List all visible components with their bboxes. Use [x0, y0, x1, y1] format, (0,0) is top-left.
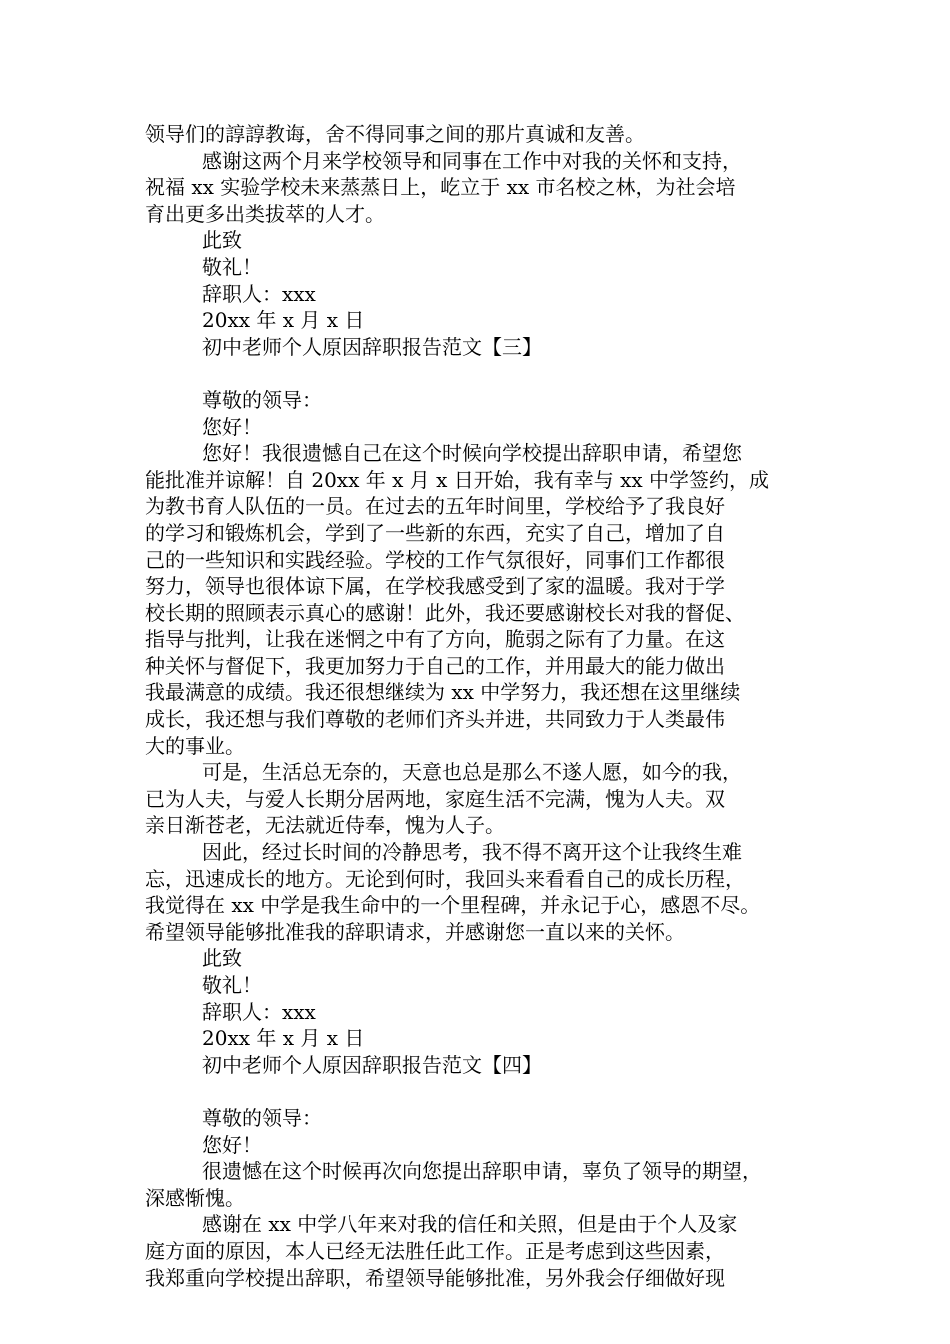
- paragraph: [145, 1211, 815, 1291]
- text-line: 此致: [202, 946, 242, 971]
- text-line: 您好！: [202, 1132, 262, 1157]
- text-line: 您好！我很遗憾自己在这个时候向学校提出辞职申请，希望您: [202, 441, 742, 466]
- paragraph: [145, 387, 815, 414]
- paragraph: [145, 839, 815, 945]
- text-line: 忘，迅速成长的地方。无论到何时，我回头来看看自己的成长历程，: [145, 866, 745, 891]
- text-line: 初中老师个人原因辞职报告范文【四】: [202, 1052, 542, 1077]
- text-line: 我最满意的成绩。我还很想继续为 xx 中学努力，我还想在这里继续: [145, 680, 741, 705]
- paragraph: [145, 307, 815, 334]
- paragraph: [145, 999, 815, 1026]
- text-line: 努力，领导也很体谅下属，在学校我感受到了家的温暖。我对于学: [145, 574, 725, 599]
- text-line: 此致: [202, 228, 242, 253]
- paragraph: [145, 945, 815, 972]
- text-line: 我郑重向学校提出辞职，希望领导能够批准，另外我会仔细做好现: [145, 1265, 725, 1290]
- text-line: 20xx 年 x 月 x 日: [202, 308, 365, 333]
- paragraph: [145, 440, 815, 759]
- paragraph: [145, 759, 815, 839]
- blank-line: [145, 1078, 815, 1105]
- text-line: 指导与批判，让我在迷惘之中有了方向，脆弱之际有了力量。在这: [145, 627, 725, 652]
- text-line: 敬礼！: [202, 973, 262, 997]
- text-line: 您好！: [202, 414, 262, 439]
- paragraph: [145, 414, 815, 441]
- text-line: 己的一些知识和实践经验。学校的工作气氛很好，同事们工作都很: [145, 547, 725, 572]
- text-line: 辞职人：xxx: [202, 281, 316, 306]
- blank-line: [145, 360, 815, 387]
- paragraph: [145, 227, 815, 254]
- text-line: 领导们的諄諄教诲，舍不得同事之间的那片真诚和友善。: [145, 122, 645, 146]
- paragraph: [145, 1025, 815, 1052]
- text-line: 大的事业。: [145, 733, 245, 758]
- text-line: 祝福 xx 实验学校未来蒸蒸日上，屹立于 xx 市名校之林，为社会培: [145, 175, 736, 200]
- paragraph: [145, 281, 815, 308]
- paragraph: [145, 1158, 815, 1211]
- text-line: 已为人夫，与爱人长期分居两地，家庭生活不完满，愧为人夫。双: [145, 786, 725, 811]
- paragraph: [145, 254, 815, 281]
- text-line: 可是，生活总无奈的，天意也总是那么不遂人愿，如今的我，: [202, 760, 742, 785]
- section-heading: [145, 1052, 815, 1079]
- text-line: 种关怀与督促下，我更加努力于自己的工作，并用最大的能力做出: [145, 653, 725, 678]
- text-line: 尊敬的领导：: [202, 1105, 322, 1130]
- text-line: 成长，我还想与我们尊敬的老师们齐头并进，共同致力于人类最伟: [145, 707, 725, 732]
- text-line: 感谢这两个月来学校领导和同事在工作中对我的关怀和支持，: [202, 148, 742, 173]
- text-line: 辞职人：xxx: [202, 999, 316, 1024]
- text-line: 初中老师个人原因辞职报告范文【三】: [202, 334, 542, 359]
- text-line: 能批准并谅解！自 20xx 年 x 月 x 日开始，我有幸与 xx 中学签约，成: [145, 467, 769, 492]
- text-line: 校长期的照顾表示真心的感谢！此外，我还要感谢校长对我的督促、: [145, 600, 745, 625]
- text-line: 尊敬的领导：: [202, 387, 322, 412]
- paragraph: [145, 148, 815, 228]
- text-line: 的学习和锻炼机会，学到了一些新的东西，充实了自己，增加了自: [145, 520, 725, 545]
- paragraph: [145, 1105, 815, 1132]
- paragraph: [145, 121, 815, 148]
- text-line: 为教书育人队伍的一员。在过去的五年时间里，学校给予了我良好: [145, 494, 725, 519]
- text-line: 我觉得在 xx 中学是我生命中的一个里程碑，并永记于心，感恩不尽。: [145, 893, 761, 918]
- section-heading: [145, 334, 815, 361]
- text-line: 深感惭愧。: [145, 1185, 245, 1210]
- text-line: 敬礼！: [202, 254, 262, 279]
- text-line: 感谢在 xx 中学八年来对我的信任和关照，但是由于个人及家: [202, 1212, 738, 1237]
- text-line: 希望领导能够批准我的辞职请求，并感谢您一直以来的关怀。: [145, 919, 685, 944]
- document-page: [145, 121, 815, 1291]
- text-line: 很遗憾在这个时候再次向您提出辞职申请，辜负了领导的期望，: [202, 1159, 762, 1184]
- paragraph: [145, 1132, 815, 1159]
- paragraph: [145, 972, 815, 999]
- text-line: 20xx 年 x 月 x 日: [202, 1026, 365, 1051]
- text-line: 庭方面的原因，本人已经无法胜任此工作。正是考虑到这些因素，: [145, 1238, 725, 1263]
- text-line: 因此，经过长时间的冷静思考，我不得不离开这个让我终生难: [202, 840, 742, 865]
- text-line: 育出更多出类拔萃的人才。: [145, 201, 385, 226]
- text-line: 亲日渐苍老，无法就近侍奉，愧为人子。: [145, 813, 505, 838]
